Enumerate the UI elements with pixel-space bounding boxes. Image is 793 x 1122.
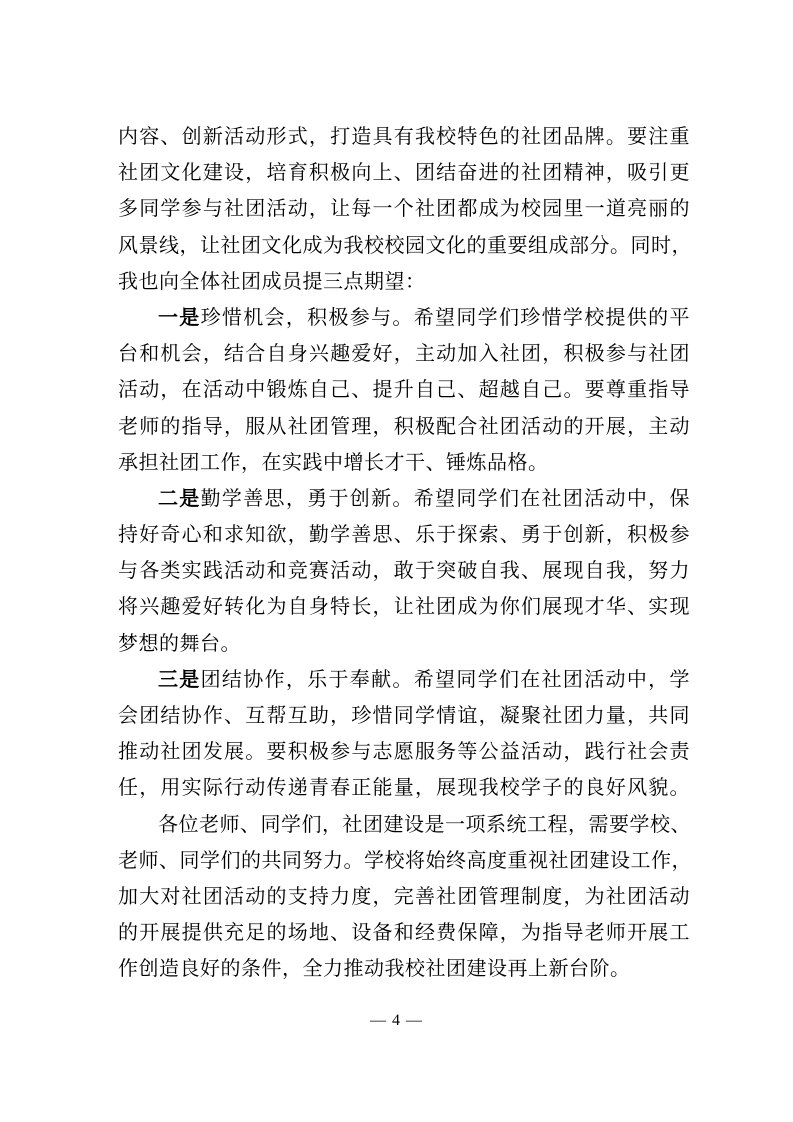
text-line: 活动，在活动中锻炼自己、提升自己、超越自己。要尊重指导 — [118, 377, 690, 402]
text-line: 的开展提供充足的场地、设备和经费保障，为指导老师开展工 — [118, 920, 690, 945]
text-line: 我也向全体社团成员提三点期望： — [118, 268, 426, 293]
text-line — [118, 480, 690, 516]
paragraph-expectation-one — [118, 299, 690, 480]
text-line: 持好奇心和求知欲，勤学善思、乐于探索、勇于创新，积极参 — [118, 522, 690, 547]
text-line: 会团结协作、互帮互助，珍惜同学情谊，凝聚社团力量，共同 — [118, 703, 690, 727]
page-number: — 4 — — [370, 1012, 423, 1029]
text-line: 老师的指导，服从社团管理，积极配合社团活动的开展，主动 — [118, 413, 690, 438]
text-line — [118, 661, 690, 697]
paragraph-continuation — [118, 118, 690, 299]
document-body — [118, 118, 690, 987]
text-line: 多同学参与社团活动，让每一个社团都成为校园里一道亮丽的 — [118, 196, 690, 221]
paragraph-expectation-three — [118, 661, 690, 806]
text-line: 将兴趣爱好转化为自身特长，让社团成为你们展现才华、实现 — [118, 594, 690, 619]
text-span: 团结协作，乐于奉献。希望同学们在社团活动中，学 — [200, 666, 690, 691]
text-line: 推动社团发展。要积极参与志愿服务等公益活动，践行社会责 — [118, 739, 690, 764]
text-line: 作创造良好的条件，全力推动我校社团建设再上新台阶。 — [118, 956, 631, 981]
text-line: 社团文化建设，培育积极向上、团结奋进的社团精神，吸引更 — [118, 160, 690, 185]
paragraph-closing — [118, 806, 690, 987]
paragraph-lead: 二是 — [158, 485, 201, 510]
text-line: 台和机会，结合自身兴趣爱好，主动加入社团，积极参与社团 — [118, 341, 690, 366]
text-line: 梦想的舞台。 — [118, 630, 241, 655]
text-line: 各位老师、同学们，社团建设是一项系统工程，需要学校、 — [158, 811, 691, 836]
text-line — [118, 299, 690, 335]
text-line: 风景线，让社团文化成为我校校园文化的重要组成部分。同时， — [118, 232, 692, 257]
text-span: 珍惜机会，积极参与。希望同学们珍惜学校提供的平 — [200, 304, 690, 329]
text-line: 老师、同学们的共同努力。学校将始终高度重视社团建设工作， — [118, 847, 692, 872]
paragraph-lead: 一是 — [158, 304, 201, 329]
text-line: 加大对社团活动的支持力度，完善社团管理制度，为社团活动 — [118, 883, 690, 908]
text-line: 任，用实际行动传递青春正能量，展现我校学子的良好风貌。 — [118, 775, 690, 800]
paragraph-lead: 三是 — [158, 666, 201, 691]
text-span: 勤学善思，勇于创新。希望同学们在社团活动中，保 — [200, 485, 690, 510]
text-line: 内容、创新活动形式，打造具有我校特色的社团品牌。要注重 — [118, 124, 690, 148]
paragraph-expectation-two — [118, 480, 690, 661]
text-line: 与各类实践活动和竞赛活动，敢于突破自我、展现自我，努力 — [118, 558, 690, 583]
text-line: 承担社团工作，在实践中增长才干、锤炼品格。 — [118, 449, 549, 474]
